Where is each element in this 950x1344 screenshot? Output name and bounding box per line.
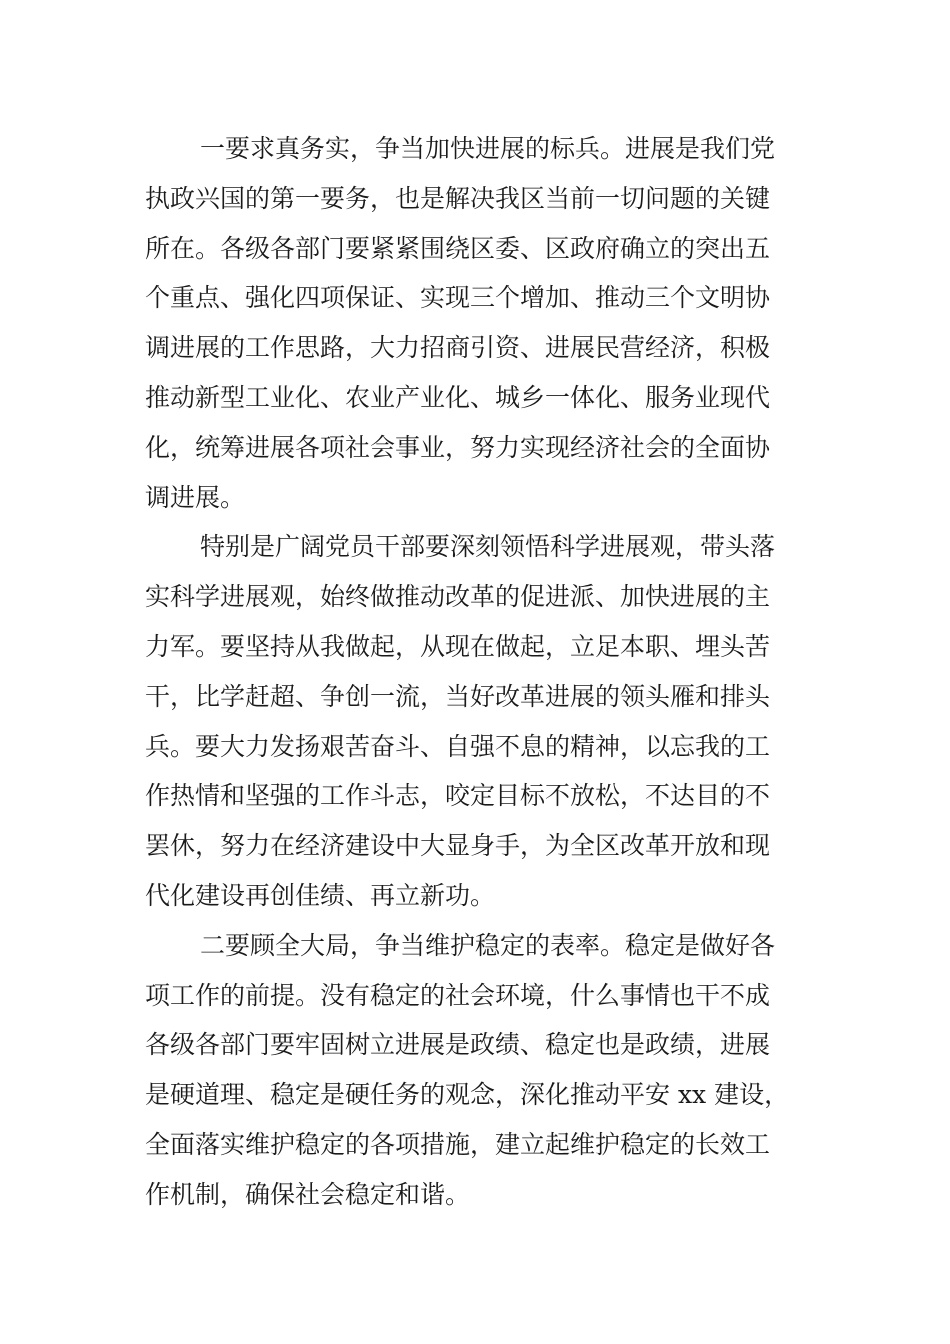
text-line: 个重点、强化四项保证、实现三个增加、推动三个文明协 bbox=[145, 283, 771, 313]
text-line: 干，比学赶超、争创一流，当好改革进展的领头雁和排头 bbox=[145, 681, 771, 711]
text-line: 调进展的工作思路，大力招商引资、进展民营经济，积极 bbox=[145, 333, 771, 363]
text-line: 执政兴国的第一要务，也是解决我区当前一切问题的关键 bbox=[145, 183, 771, 213]
paragraph-2 bbox=[145, 522, 807, 920]
text-line: 全面落实维护稳定的各项措施，建立起维护稳定的长效工 bbox=[145, 1129, 771, 1159]
text-line: 特别是广阔党员干部要深刻领悟科学进展观，带头落 bbox=[200, 532, 776, 562]
paragraph-3 bbox=[145, 921, 807, 1220]
text-line: 二要顾全大局，争当维护稳定的表率。稳定是做好各 bbox=[200, 930, 776, 960]
text-line: 是硬道理、稳定是硬任务的观念，深化推动平安 xx 建设， bbox=[145, 1080, 790, 1110]
text-line: 项工作的前提。没有稳定的社会环境，什么事情也干不成 bbox=[145, 980, 771, 1010]
text-line: 力军。要坚持从我做起，从现在做起，立足本职、埋头苦 bbox=[145, 631, 771, 661]
text-line: 调进展。 bbox=[145, 482, 246, 512]
text-line: 各级各部门要牢固树立进展是政绩、稳定也是政绩，进展 bbox=[145, 1030, 771, 1060]
text-line: 作热情和坚强的工作斗志，咬定目标不放松，不达目的不 bbox=[145, 781, 771, 811]
text-line: 罢休，努力在经济建设中大显身手，为全区改革开放和现 bbox=[145, 831, 771, 861]
text-line: 兵。要大力发扬艰苦奋斗、自强不息的精神，以忘我的工 bbox=[145, 731, 771, 761]
text-line: 作机制，确保社会稳定和谐。 bbox=[145, 1179, 471, 1209]
paragraph-1 bbox=[145, 124, 807, 522]
text-line: 推动新型工业化、农业产业化、城乡一体化、服务业现代 bbox=[145, 382, 771, 412]
text-line: 代化建设再创佳绩、再立新功。 bbox=[145, 880, 496, 910]
document-body bbox=[145, 124, 807, 1220]
text-line: 化，统筹进展各项社会事业，努力实现经济社会的全面协 bbox=[145, 432, 771, 462]
text-line: 所在。各级各部门要紧紧围绕区委、区政府确立的突出五 bbox=[145, 233, 771, 263]
text-line: 实科学进展观，始终做推动改革的促进派、加快进展的主 bbox=[145, 582, 771, 612]
text-line: 一要求真务实，争当加快进展的标兵。进展是我们党 bbox=[200, 134, 776, 163]
